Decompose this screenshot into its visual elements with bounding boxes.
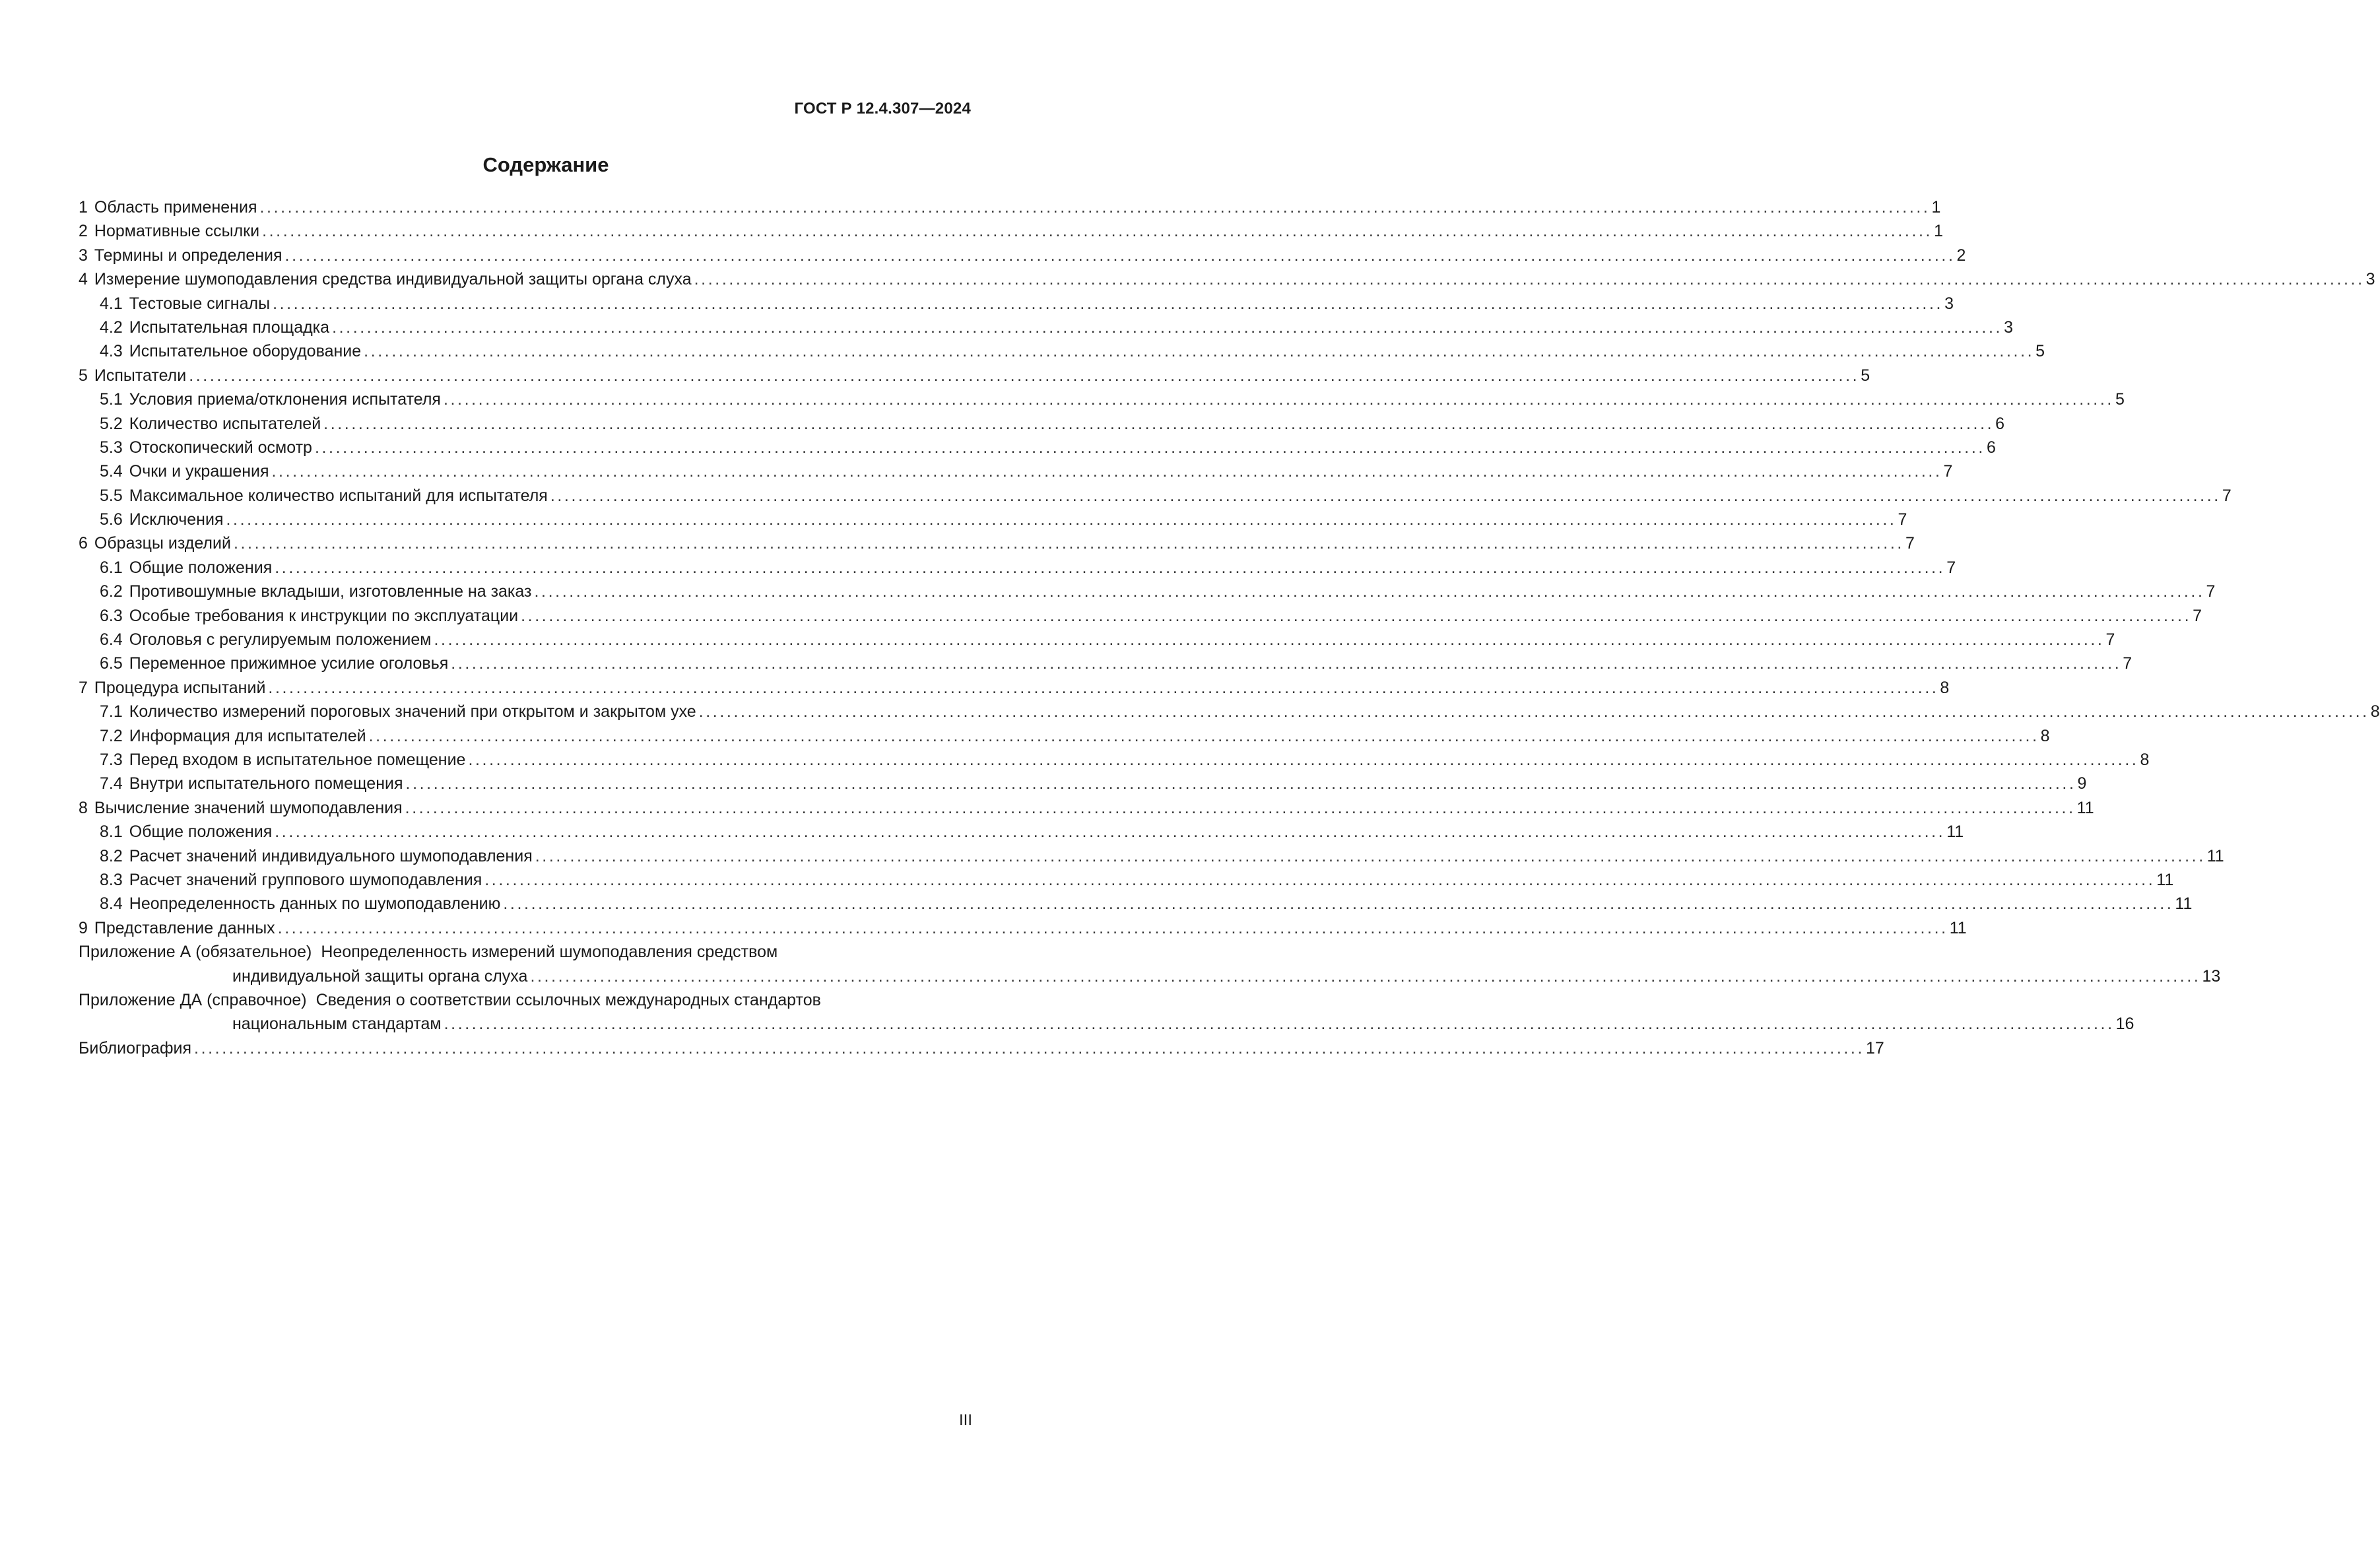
toc-entry-title: Особые требования к инструкции по эксплуатации bbox=[129, 606, 519, 625]
toc-entry-page: 9 bbox=[2077, 774, 2087, 793]
toc-entry-title: Измерение шумоподавления средства индивидуальной защиты органа слуха bbox=[94, 270, 692, 289]
toc-entry-page: 3 bbox=[1944, 294, 1954, 313]
toc-entry-number: 6.4 bbox=[100, 630, 123, 650]
dot-leader: ................................................................................................................................................................................................................................................ bbox=[273, 294, 1944, 313]
toc-entry-page: 11 bbox=[1949, 918, 1967, 937]
toc-entry-title: Общие положения bbox=[129, 558, 273, 577]
toc-entry-page: 6 bbox=[1986, 438, 1996, 457]
toc-entry-page: 3 bbox=[2365, 270, 2375, 289]
toc-entry-page: 7 bbox=[1946, 558, 1956, 577]
dot-leader: ................................................................................................................................................................................................................................................ bbox=[405, 774, 2076, 793]
toc-entry-number: 5.1 bbox=[100, 390, 123, 409]
toc-entry-number: 8.3 bbox=[100, 870, 123, 889]
toc-entry-title: Представление данных bbox=[94, 918, 275, 937]
toc-entry-number: 7 bbox=[79, 678, 88, 697]
toc-entry-number: 5.3 bbox=[100, 438, 123, 457]
toc-entry-page: 7 bbox=[2193, 606, 2202, 625]
toc-entry-6-1[interactable] bbox=[79, 556, 1956, 580]
toc-entry-title: Тестовые сигналы bbox=[129, 294, 271, 313]
toc-entry-6-3[interactable] bbox=[79, 604, 2202, 628]
toc-entry-7-4[interactable] bbox=[79, 772, 2087, 795]
dot-leader: ................................................................................................................................................................................................................................................ bbox=[698, 702, 2369, 722]
toc-entry-number: 3 bbox=[79, 246, 88, 265]
toc-entry-4[interactable] bbox=[79, 267, 2375, 291]
toc-entry-page: 11 bbox=[1946, 822, 1964, 842]
annex-title-line2: индивидуальной защиты органа слуха bbox=[232, 966, 528, 986]
toc-entry-title: Область применения bbox=[94, 198, 257, 217]
toc-entry-number: 6.3 bbox=[100, 606, 123, 625]
toc-entry-8-2[interactable] bbox=[79, 844, 2224, 868]
toc-entry-5-1[interactable] bbox=[79, 387, 2125, 411]
dot-leader: ................................................................................................................................................................................................................................................ bbox=[405, 798, 2076, 817]
dot-leader: ................................................................................................................................................................................................................................................ bbox=[534, 582, 2205, 601]
toc-entry-8[interactable] bbox=[79, 796, 2094, 820]
toc-entry-number: 8.4 bbox=[100, 894, 123, 914]
toc-entry-title: Расчет значений индивидуального шумоподавления bbox=[129, 846, 533, 865]
toc-entry-7[interactable] bbox=[79, 676, 1950, 700]
dot-leader: ................................................................................................................................................................................................................................................ bbox=[530, 966, 2201, 986]
toc-entry-title: Информация для испытателей bbox=[129, 726, 366, 745]
toc-entry-5-5[interactable] bbox=[79, 484, 2231, 508]
toc-title: Содержание bbox=[482, 153, 609, 176]
toc-entry-6[interactable] bbox=[79, 531, 1915, 555]
toc-entry-3[interactable] bbox=[79, 244, 1966, 267]
toc-entry-title: Вычисление значений шумоподавления bbox=[94, 798, 403, 817]
toc-entry-6-2[interactable] bbox=[79, 580, 2216, 603]
toc-entry-title: Внутри испытательного помещения bbox=[129, 774, 403, 793]
toc-entry-5[interactable] bbox=[79, 364, 1870, 387]
toc-entry-page: 11 bbox=[2076, 798, 2094, 817]
toc-entry-4-3[interactable] bbox=[79, 339, 2045, 363]
toc-entry-7-3[interactable] bbox=[79, 748, 2150, 772]
dot-leader: ................................................................................................................................................................................................................................................ bbox=[521, 606, 2192, 625]
toc-entry-page: 7 bbox=[2222, 486, 2231, 505]
toc-entry-5-6[interactable] bbox=[79, 508, 1907, 531]
dot-leader: ................................................................................................................................................................................................................................................ bbox=[275, 822, 1946, 842]
document-code: ГОСТ Р 12.4.307—2024 bbox=[794, 100, 971, 117]
dot-leader: ................................................................................................................................................................................................................................................ bbox=[189, 366, 1860, 385]
toc-entry-number: 5 bbox=[79, 366, 88, 385]
toc-entry-number: 6 bbox=[79, 534, 88, 553]
toc-entry-title: Расчет значений группового шумоподавления bbox=[129, 870, 482, 889]
annex-label: Приложение А (обязательное) bbox=[79, 943, 312, 962]
toc-entry-6-5[interactable] bbox=[79, 652, 2132, 675]
toc-entry-page: 7 bbox=[2206, 582, 2216, 601]
dot-leader: ................................................................................................................................................................................................................................................ bbox=[503, 894, 2174, 914]
annex-title-line2: национальным стандартам bbox=[232, 1015, 442, 1034]
toc-entry-page: 17 bbox=[1866, 1038, 1884, 1057]
dot-leader: ................................................................................................................................................................................................................................................ bbox=[451, 654, 2122, 673]
dot-leader: ................................................................................................................................................................................................................................................ bbox=[484, 870, 2156, 889]
toc-entry-page: 11 bbox=[2156, 870, 2174, 889]
toc-entry-number: 2 bbox=[79, 222, 88, 241]
toc-entry-4-1[interactable] bbox=[79, 292, 1954, 316]
toc-entry-title: Исключения bbox=[129, 510, 224, 529]
toc-entry-4-2[interactable] bbox=[79, 316, 2013, 339]
toc-entry-page: 2 bbox=[1956, 246, 1966, 265]
toc-entry-number: 5.4 bbox=[100, 462, 123, 481]
dot-leader: ................................................................................................................................................................................................................................................ bbox=[271, 462, 1942, 481]
toc-entry-page: 7 bbox=[1943, 462, 1953, 481]
toc-entry-page: 1 bbox=[1934, 222, 1943, 241]
dot-leader: ................................................................................................................................................................................................................................................ bbox=[284, 246, 1956, 265]
toc-entry-title: Испытатели bbox=[94, 366, 187, 385]
toc-entry-page: 7 bbox=[1898, 510, 1907, 529]
toc-entry-8-3[interactable] bbox=[79, 868, 2174, 892]
toc-entry-2[interactable] bbox=[79, 219, 1943, 243]
toc-entry-page: 5 bbox=[1861, 366, 1870, 385]
toc-entry-number: 7.4 bbox=[100, 774, 123, 793]
toc-entry-number: 6.5 bbox=[100, 654, 123, 673]
dot-leader: ................................................................................................................................................................................................................................................ bbox=[268, 678, 1939, 697]
toc-entry-5-2[interactable] bbox=[79, 412, 2005, 436]
toc-entry-title: Термины и определения bbox=[94, 246, 282, 265]
toc-entry-number: 7.2 bbox=[100, 726, 123, 745]
toc-annex-a[interactable] bbox=[79, 940, 972, 964]
toc-entry-page: 7 bbox=[2123, 654, 2132, 673]
toc-entry-page: 13 bbox=[2202, 966, 2221, 986]
toc-entry-page: 11 bbox=[2175, 894, 2193, 914]
toc-entry-number: 4.2 bbox=[100, 318, 123, 337]
dot-leader: ................................................................................................................................................................................................................................................ bbox=[259, 198, 1931, 217]
annex-label: Приложение ДА (справочное) bbox=[79, 990, 307, 1009]
toc-entry-page: 8 bbox=[2140, 750, 2150, 769]
toc-entry-title: Общие положения bbox=[129, 822, 273, 842]
dot-leader: ................................................................................................................................................................................................................................................ bbox=[323, 414, 1995, 433]
toc-entry-7-1[interactable] bbox=[79, 700, 2380, 723]
toc-entry-page: 16 bbox=[2115, 1015, 2134, 1034]
toc-entry-number: 7.1 bbox=[100, 702, 123, 722]
toc-entry-page: 8 bbox=[1940, 678, 1950, 697]
toc-entry-number: 4 bbox=[79, 270, 88, 289]
toc-entry-title: Образцы изделий bbox=[94, 534, 231, 553]
toc-entry-number: 8 bbox=[79, 798, 88, 817]
toc-entry-number: 8.1 bbox=[100, 822, 123, 842]
dot-leader: ................................................................................................................................................................................................................................................ bbox=[314, 438, 1985, 457]
toc-entry-number: 5.5 bbox=[100, 486, 123, 505]
toc-entry-page: 5 bbox=[2115, 390, 2125, 409]
annex-title-line1: Неопределенность измерений шумоподавления средством bbox=[321, 943, 778, 962]
dot-leader: ................................................................................................................................................................................................................................................ bbox=[364, 342, 2035, 361]
toc-entry-number: 5.6 bbox=[100, 510, 123, 529]
toc-annex-da-continuation[interactable] bbox=[79, 1012, 2134, 1036]
dot-leader: ................................................................................................................................................................................................................................................ bbox=[434, 630, 2105, 650]
toc-entry-title: Испытательная площадка bbox=[129, 318, 330, 337]
dot-leader: ................................................................................................................................................................................................................................................ bbox=[468, 750, 2139, 769]
toc-entry-5-3[interactable] bbox=[79, 436, 1996, 459]
toc-annex-da[interactable] bbox=[79, 988, 972, 1012]
dot-leader: ................................................................................................................................................................................................................................................ bbox=[535, 846, 2206, 865]
toc-entry-page: 5 bbox=[2035, 342, 2045, 361]
toc-entry-page: 1 bbox=[1931, 198, 1941, 217]
toc-entry-page: 8 bbox=[2370, 702, 2380, 722]
toc-entry-page: 8 bbox=[2040, 726, 2050, 745]
toc-entry-title: Нормативные ссылки bbox=[94, 222, 260, 241]
dot-leader: ................................................................................................................................................................................................................................................ bbox=[443, 390, 2114, 409]
toc-entry-number: 6.2 bbox=[100, 582, 123, 601]
toc-entry-title: Процедура испытаний bbox=[94, 678, 266, 697]
toc-entry-number: 8.2 bbox=[100, 846, 123, 865]
toc-annex-a-continuation[interactable] bbox=[79, 964, 2221, 988]
dot-leader: ................................................................................................................................................................................................................................................ bbox=[332, 318, 2003, 337]
dot-leader: ................................................................................................................................................................................................................................................ bbox=[262, 222, 1933, 241]
page-number: III bbox=[958, 1411, 972, 1429]
toc-entry-title: Неопределенность данных по шумоподавлению bbox=[129, 894, 501, 914]
toc-entry-7-2[interactable] bbox=[79, 724, 2050, 748]
toc-entry-page: 6 bbox=[1995, 414, 2005, 433]
dot-leader: ................................................................................................................................................................................................................................................ bbox=[277, 918, 1948, 937]
toc-entry-title: Количество измерений пороговых значений при открытом и закрытом ухе bbox=[129, 702, 696, 722]
dot-leader: ................................................................................................................................................................................................................................................ bbox=[694, 270, 2365, 289]
dot-leader: ................................................................................................................................................................................................................................................ bbox=[444, 1015, 2115, 1034]
toc-entry-number: 4.1 bbox=[100, 294, 123, 313]
dot-leader: ................................................................................................................................................................................................................................................ bbox=[368, 726, 2039, 745]
toc-entry-title: Условия приема/отклонения испытателя bbox=[129, 390, 441, 409]
table-of-contents bbox=[79, 195, 2380, 1060]
dot-leader: ................................................................................................................................................................................................................................................ bbox=[275, 558, 1946, 577]
toc-entry-title: Противошумные вкладыши, изготовленные на заказ bbox=[129, 582, 532, 601]
toc-entry-1[interactable] bbox=[79, 195, 1941, 219]
toc-entry-title: Переменное прижимное усилие оголовья bbox=[129, 654, 449, 673]
toc-entry-number: 1 bbox=[79, 198, 88, 217]
toc-entry-page: 3 bbox=[2004, 318, 2013, 337]
toc-entry-title: Библиография bbox=[79, 1038, 192, 1057]
toc-entry-page: 11 bbox=[2206, 846, 2224, 865]
toc-entry-number: 7.3 bbox=[100, 750, 123, 769]
toc-entry-page: 7 bbox=[2105, 630, 2115, 650]
toc-bibliography[interactable] bbox=[79, 1036, 1884, 1060]
toc-entry-title: Перед входом в испытательное помещение bbox=[129, 750, 466, 769]
dot-leader: ................................................................................................................................................................................................................................................ bbox=[226, 510, 1897, 529]
toc-entry-8-1[interactable] bbox=[79, 820, 1964, 844]
toc-entry-8-4[interactable] bbox=[79, 892, 2193, 916]
dot-leader: ................................................................................................................................................................................................................................................ bbox=[233, 534, 1904, 553]
dot-leader: ................................................................................................................................................................................................................................................ bbox=[550, 486, 2221, 505]
toc-entry-title: Оголовья с регулируемым положением bbox=[129, 630, 432, 650]
toc-entry-title: Максимальное количество испытаний для испытателя bbox=[129, 486, 548, 505]
toc-entry-5-4[interactable] bbox=[79, 459, 1953, 483]
toc-entry-number: 4.3 bbox=[100, 342, 123, 361]
toc-entry-title: Очки и украшения bbox=[129, 462, 269, 481]
toc-entry-title: Отоскопический осмотр bbox=[129, 438, 312, 457]
toc-entry-6-4[interactable] bbox=[79, 628, 2115, 652]
toc-entry-9[interactable] bbox=[79, 916, 1967, 940]
toc-entry-number: 9 bbox=[79, 918, 88, 937]
dot-leader: ................................................................................................................................................................................................................................................ bbox=[194, 1038, 1865, 1057]
toc-entry-number: 5.2 bbox=[100, 414, 123, 433]
toc-entry-page: 7 bbox=[1905, 534, 1915, 553]
toc-entry-title: Испытательное оборудование bbox=[129, 342, 362, 361]
toc-entry-number: 6.1 bbox=[100, 558, 123, 577]
toc-entry-title: Количество испытателей bbox=[129, 414, 321, 433]
annex-title-line1: Сведения о соответствии ссылочных международных стандартов bbox=[315, 990, 821, 1009]
